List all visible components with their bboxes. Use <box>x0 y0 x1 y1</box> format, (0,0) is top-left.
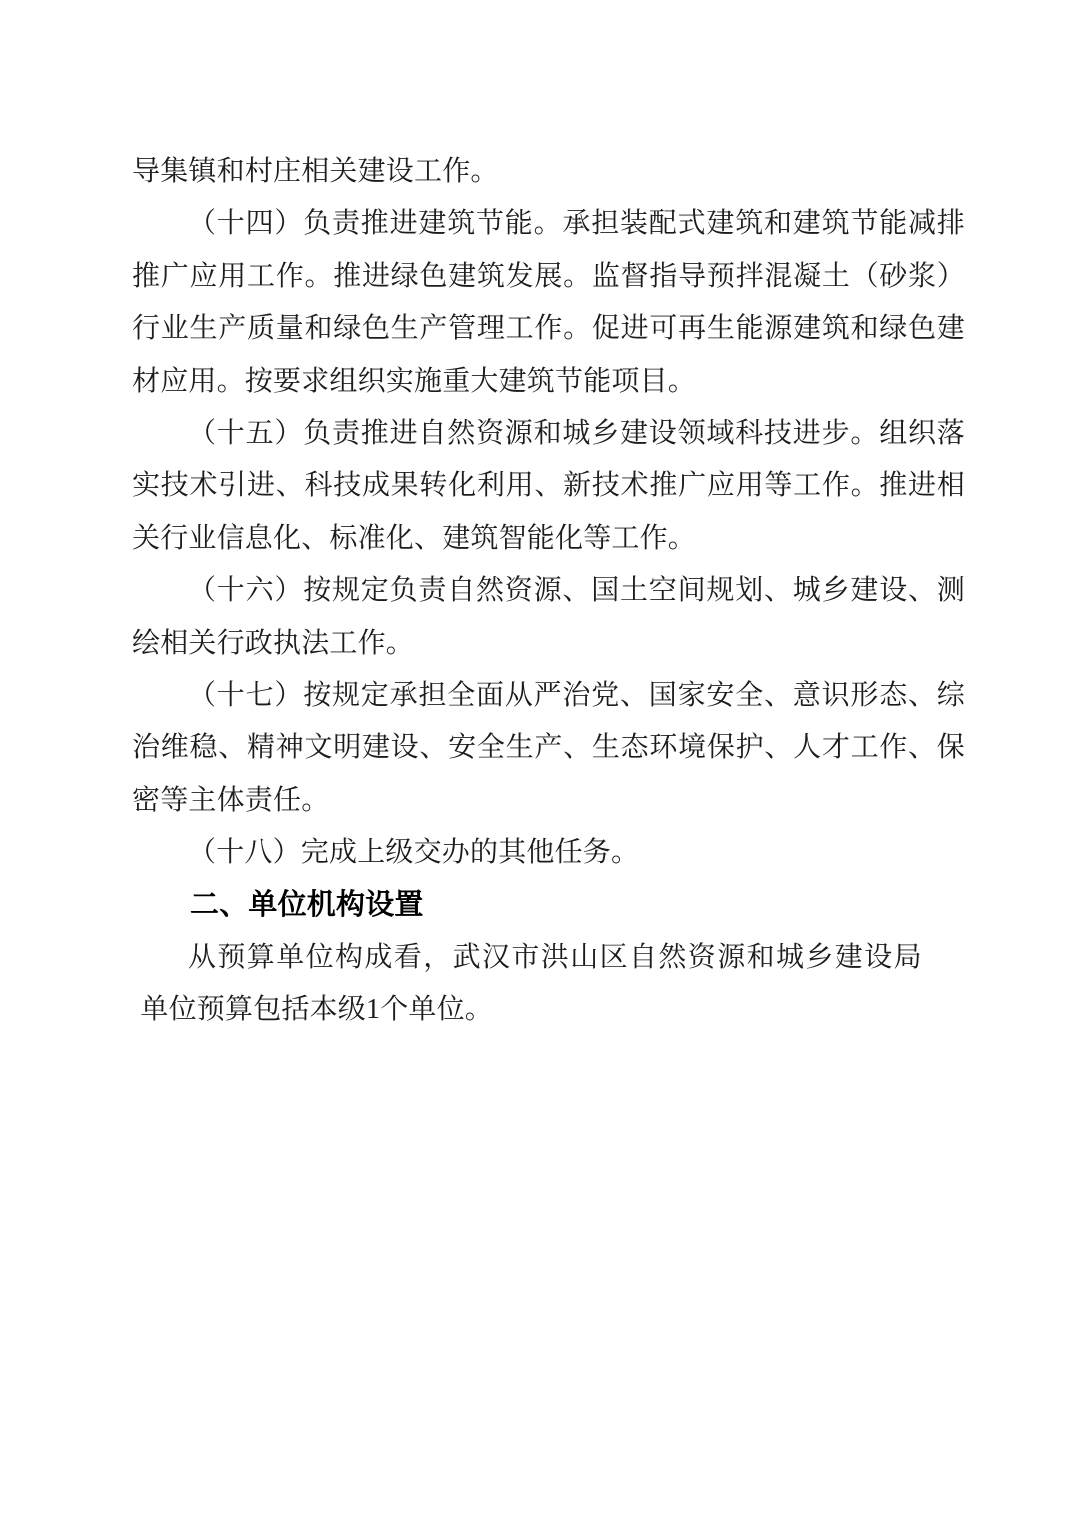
paragraph-item-17 <box>132 670 965 827</box>
text-line: 密等主体责任。 <box>132 784 330 816</box>
text-line: （十六）按规定负责自然资源、国土空间规划、城乡建设、测 <box>188 575 965 607</box>
text-line: 材应用。按要求组织实施重大建筑节能项目。 <box>132 365 697 397</box>
text-line: 治维稳、精神文明建设、安全生产、生态环境保护、人才工作、保 <box>132 732 965 764</box>
text-line: （十五）负责推进自然资源和城乡建设领域科技进步。组织落 <box>188 417 965 449</box>
text-line: 从预算单位构成看，武汉市洪山区自然资源和城乡建设局 <box>188 941 924 973</box>
document-text-block <box>132 146 965 1037</box>
text-line: 绘相关行政执法工作。 <box>132 627 415 659</box>
continuation-paragraph <box>132 146 965 198</box>
paragraph-item-16 <box>132 565 965 670</box>
paragraph-item-14 <box>132 198 965 408</box>
text-line: （十七）按规定承担全面从严治党、国家安全、意识形态、综 <box>188 679 965 711</box>
section-heading-text: 二、单位机构设置 <box>190 889 424 922</box>
budget-unit-paragraph <box>132 932 965 1037</box>
text-line: 推广应用工作。推进绿色建筑发展。监督指导预拌混凝土（砂浆） <box>132 260 965 292</box>
text-line: 关行业信息化、标准化、建筑智能化等工作。 <box>132 522 697 554</box>
text-line: （十八）完成上级交办的其他任务。 <box>188 837 640 869</box>
text-line: 行业生产质量和绿色生产管理工作。促进可再生能源建筑和绿色建 <box>132 313 965 345</box>
paragraph-item-15 <box>132 408 965 565</box>
text-line: 单位预算包括本级1个单位。 <box>140 994 493 1026</box>
text-line: 导集镇和村庄相关建设工作。 <box>132 156 499 187</box>
paragraph-item-18 <box>132 827 965 879</box>
text-line: （十四）负责推进建筑节能。承担装配式建筑和建筑节能减排 <box>188 208 965 240</box>
section-heading <box>132 879 965 931</box>
text-line: 实技术引进、科技成果转化利用、新技术推广应用等工作。推进相 <box>132 470 965 502</box>
